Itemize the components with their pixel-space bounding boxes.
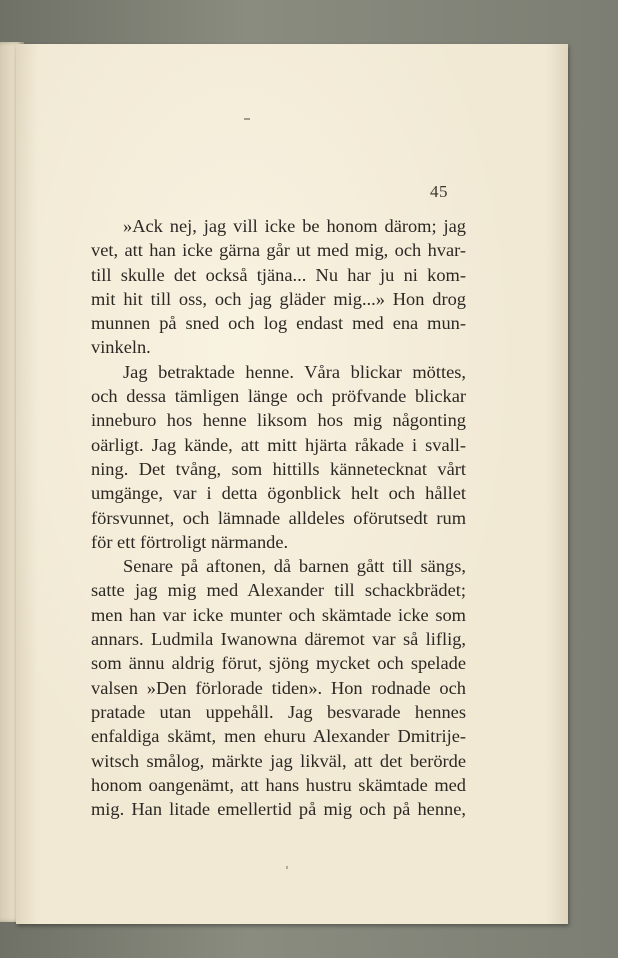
text-line: som ännu aldrig förut, sjöng mycket och spelade — [91, 653, 466, 674]
page-body-text — [91, 214, 466, 821]
book-page — [16, 44, 568, 924]
text-line: valsen »Den förlorade tiden». Hon rodnade och — [91, 677, 466, 698]
text-line: satte jag mig med Alexander till schackbrädet; — [91, 580, 466, 601]
text-line: vet, att han icke gärna går ut med mig, och hvar- — [91, 240, 466, 261]
text-line: till skulle det också tjäna... Nu har ju ni kom- — [91, 264, 466, 285]
text-line: men han var icke munter och skämtade icke som — [91, 604, 466, 625]
text-line: mig. Han litade emellertid på mig och på henne, — [91, 799, 466, 820]
paper-speck — [286, 866, 288, 869]
text-line: ning. Det tvång, som hittills kännetecknat vårt — [91, 458, 466, 479]
text-line: pratade utan uppehåll. Jag besvarade hennes — [91, 701, 466, 722]
text-line: vinkeln. — [91, 337, 151, 358]
text-line: witsch smålog, märkte jag likväl, att det berörde — [91, 750, 466, 771]
text-line: enfaldiga skämt, men ehuru Alexander Dmitrije- — [91, 726, 466, 747]
text-line: Jag betraktade henne. Våra blickar möttes, — [123, 361, 466, 382]
text-line: umgänge, var i detta ögonblick helt och hållet — [91, 483, 466, 504]
text-line: Senare på aftonen, då barnen gått till sängs, — [123, 556, 466, 577]
page-number: 45 — [430, 182, 448, 201]
text-line: inneburo hos henne liksom hos mig någonting — [91, 410, 466, 431]
text-line: försvunnet, och lämnade alldeles oförutsedt rum — [91, 507, 466, 528]
text-line: oärligt. Jag kände, att mitt hjärta råkade i svall- — [91, 434, 466, 455]
text-line: honom oangenämt, att hans hustru skämtade med — [91, 774, 466, 795]
text-line: annars. Ludmila Iwanowna däremot var så liflig, — [91, 629, 466, 650]
text-line: »Ack nej, jag vill icke be honom därom; jag — [123, 216, 466, 236]
paper-speck — [244, 118, 250, 120]
text-line: och dessa tämligen länge och pröfvande blickar — [91, 386, 466, 407]
text-line: för ett förtroligt närmande. — [91, 531, 289, 552]
text-line: mit hit till oss, och jag gläder mig...» Hon drog — [91, 288, 466, 309]
text-line: munnen på sned och log endast med ena mun- — [91, 313, 466, 334]
